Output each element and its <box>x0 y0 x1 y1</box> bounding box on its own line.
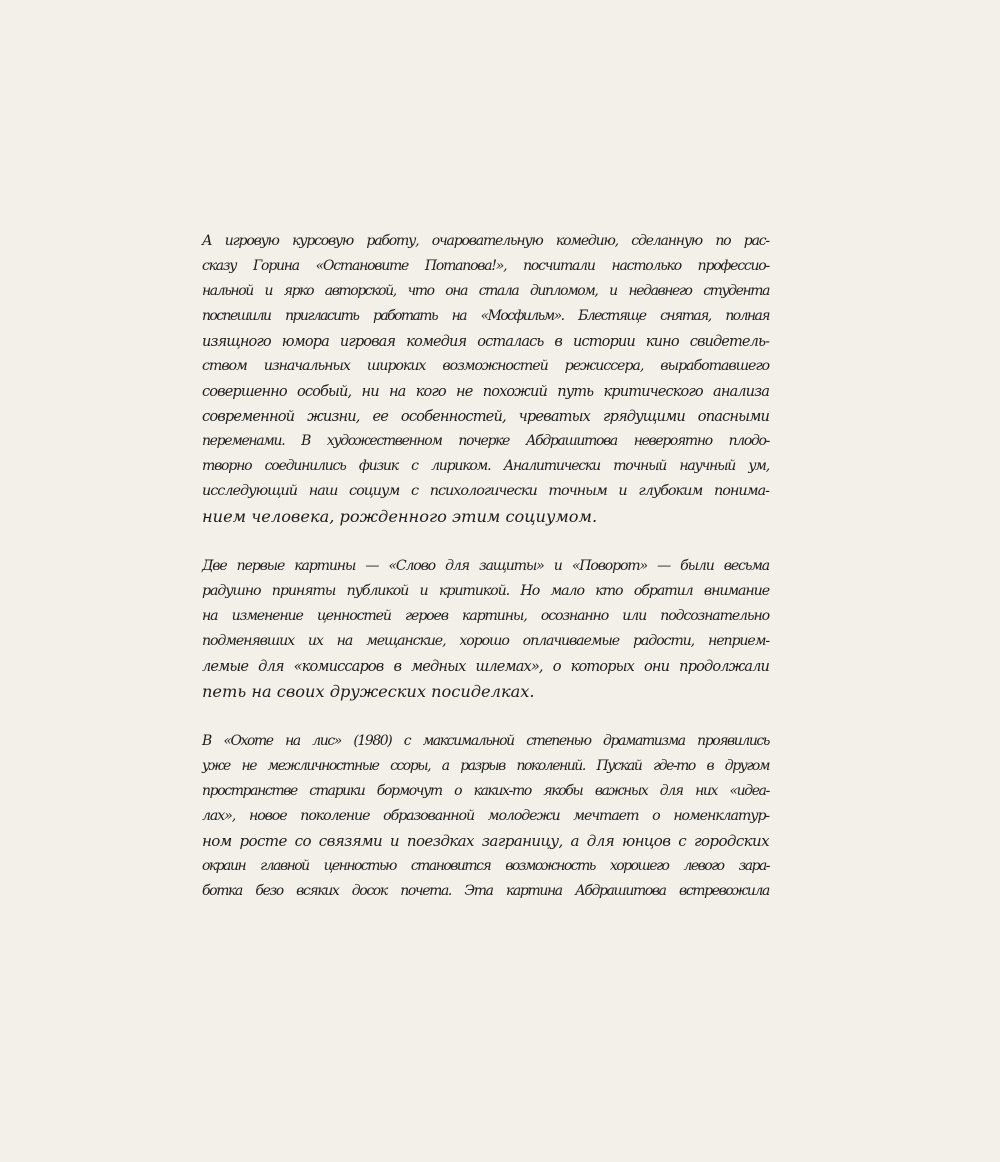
text-line: совершенно особый, ни на кого не похожий путь критического анализа <box>202 383 769 400</box>
text-line: современной жизни, ее особенностей, чреватых грядущими опасными <box>202 408 769 425</box>
text-line: на изменение ценностей героев картины, осознанно или подсознательно <box>202 608 769 624</box>
text-line: переменами. В художественном почерке Абдрашитова невероятно плодо- <box>202 433 769 449</box>
paragraph-2 <box>202 554 769 704</box>
text-line: лах», новое поколение образованной молодежи мечтает о номенклатур- <box>202 808 769 824</box>
text-line: уже не межличностные ссоры, а разрыв поколений. Пускай где-то в другом <box>202 758 769 774</box>
text-line: изящного юмора игровая комедия осталась в истории кино свидетель- <box>202 333 769 350</box>
text-line: сказу Горина «Остановите Потапова!», посчитали настолько профессио- <box>202 258 769 274</box>
text-line: нальной и ярко авторской, что она стала дипломом, и недавнего студента <box>202 283 769 299</box>
text-line: Две первые картины — «Слово для защиты» и «Поворот» — были весьма <box>202 558 769 574</box>
text-line: пространстве старики бормочут о каких-то якобы важных для них «идеа- <box>202 783 769 799</box>
text-line: окраин главной ценностью становится возможность хорошего левого зара- <box>202 858 769 874</box>
text-line: лемые для «комиссаров в медных шлемах», о которых они продолжали <box>202 658 769 675</box>
text-line: нием человека, рожденного этим социумом. <box>202 507 598 526</box>
text-line: исследующий наш социум с психологически точным и глубоким понима- <box>202 483 769 499</box>
text-line: радушно приняты публикой и критикой. Но мало кто обратил внимание <box>202 583 769 599</box>
text-line: поспешили пригласить работать на «Мосфильм». Блестяще снятая, полная <box>202 308 769 324</box>
text-line: ном росте со связями и поездках заграницу, а для юнцов с городских <box>202 832 769 850</box>
text-line: А игровую курсовую работу, очаровательную комедию, сделанную по рас- <box>202 233 769 249</box>
text-line: творно соединились физик с лириком. Аналитически точный научный ум, <box>202 458 769 474</box>
paragraph-1 <box>202 229 769 529</box>
body-text <box>202 229 769 904</box>
paragraph-3 <box>202 729 769 904</box>
text-line: ством изначальных широких возможностей режиссера, выработавшего <box>202 358 769 374</box>
text-line: подменявших их на мещанские, хорошо оплачиваемые радости, неприем- <box>202 633 769 649</box>
text-line: ботка безо всяких досок почета. Эта картина Абдрашитова встревожила <box>202 883 769 899</box>
text-line: В «Охоте на лис» (1980) с максимальной степенью драматизма проявились <box>202 733 769 749</box>
text-line: петь на своих дружеских посиделках. <box>202 682 535 701</box>
